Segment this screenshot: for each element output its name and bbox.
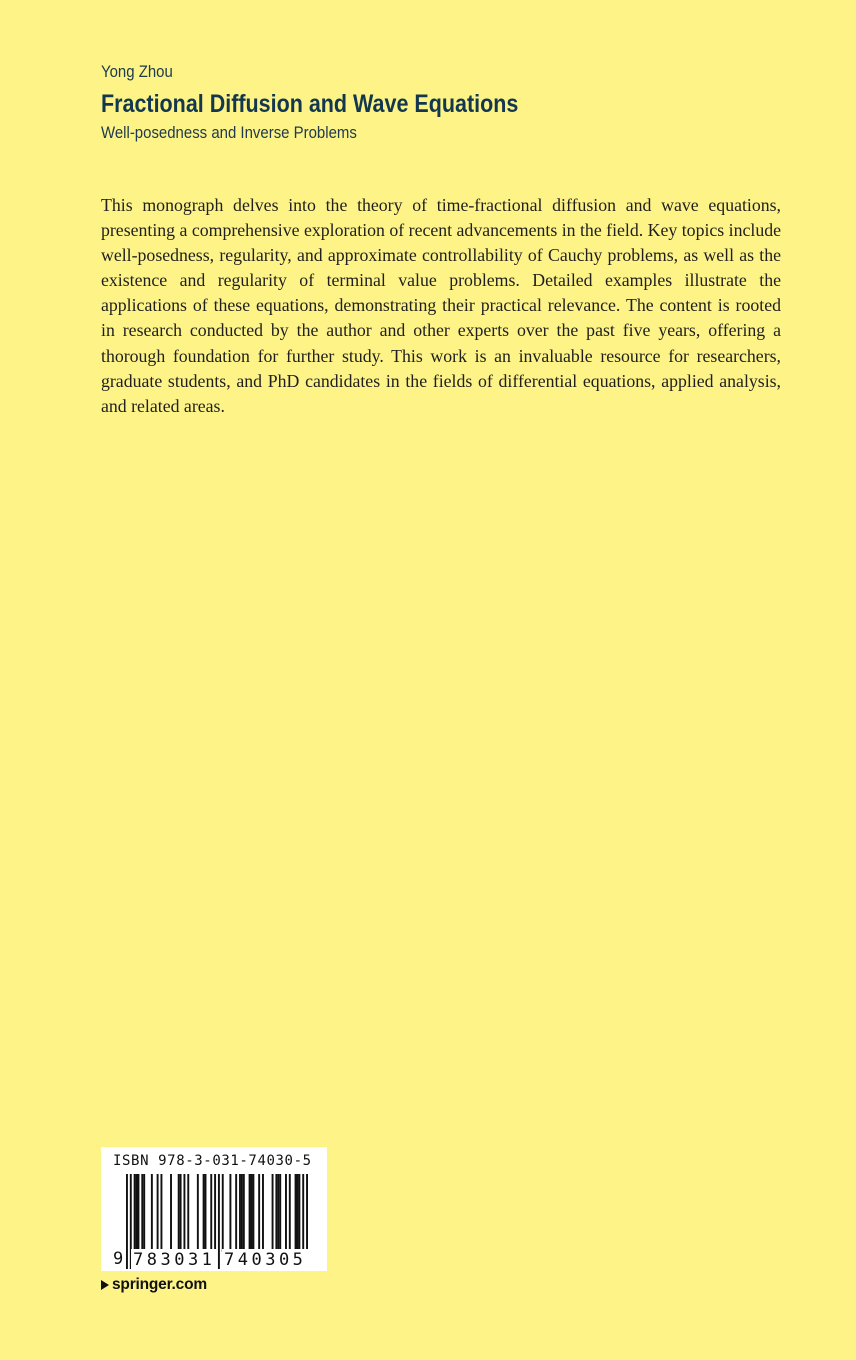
isbn-label: ISBN 978-3-031-74030-5 — [113, 1153, 312, 1169]
publisher-url[interactable]: springer.com — [112, 1276, 207, 1293]
barcode-bar — [275, 1174, 277, 1252]
barcode-bar — [277, 1174, 279, 1252]
triangle-right-icon — [101, 1280, 109, 1290]
barcode-bar — [272, 1174, 274, 1252]
barcode-bar — [297, 1174, 299, 1252]
book-title: Fractional Diffusion and Wave Equations — [101, 90, 519, 118]
barcode-bar — [187, 1174, 189, 1252]
isbn-barcode — [101, 1147, 327, 1271]
book-description: This monograph delves into the theory of time-fractional diffusion and wave equations, presenting a comprehensive exploration of recent advancements in the field. Key topics include well-posedness, regularity, and approximate controllability of Cauchy problems, as well as the existence and regularity of terminal value problems. Detailed examples illustrate the applications of these equations, demonstrating their practical relevance. The content is rooted in research conducted by the author and other experts over the past five years, offering a thorough foundation for further study. This work is an invaluable resource for researchers, graduate students, and PhD candidates in the fields of differential equations, applied analysis, and related areas. — [101, 195, 781, 416]
barcode-bar — [136, 1174, 138, 1252]
book-subtitle: Well-posedness and Inverse Problems — [101, 123, 357, 142]
barcode-bar — [243, 1174, 245, 1252]
barcode-bar — [141, 1174, 143, 1252]
barcode-bar — [137, 1174, 139, 1252]
barcode-bar — [251, 1174, 253, 1252]
barcode-bar — [229, 1174, 231, 1252]
barcode-bar — [143, 1174, 145, 1252]
barcode-bar — [241, 1174, 243, 1252]
barcode-bar — [252, 1174, 254, 1252]
barcode-bar — [170, 1174, 172, 1252]
barcode-bar — [180, 1174, 182, 1252]
barcode-bar — [295, 1174, 297, 1252]
ean-digits — [101, 1249, 327, 1271]
cover-header — [101, 60, 586, 145]
barcode-bar — [298, 1174, 300, 1252]
barcode-bar — [279, 1174, 281, 1252]
barcode-bar — [203, 1174, 205, 1252]
barcode-bar — [222, 1174, 224, 1252]
barcode-bar — [160, 1174, 162, 1252]
barcode-bar — [258, 1174, 260, 1252]
barcode-bar — [285, 1174, 287, 1252]
barcode-bar — [151, 1174, 153, 1252]
barcode-bar — [183, 1174, 185, 1252]
barcode-bar — [157, 1174, 159, 1252]
ean-left-digits: 783031 — [133, 1250, 216, 1270]
publisher-link[interactable] — [101, 1276, 207, 1294]
barcode-bar — [134, 1174, 136, 1252]
barcode-bar — [262, 1174, 264, 1252]
barcode-bar — [289, 1174, 291, 1252]
barcode-bar — [239, 1174, 241, 1252]
barcode-bar — [197, 1174, 199, 1252]
ean-first-digit: 9 — [113, 1249, 124, 1269]
barcode-bar — [205, 1174, 207, 1252]
author-name: Yong Zhou — [101, 62, 173, 81]
barcode-bar — [178, 1174, 180, 1252]
barcode-bar — [249, 1174, 251, 1252]
barcode-bar — [235, 1174, 237, 1252]
barcode-bar — [210, 1174, 212, 1252]
ean-right-digits: 740305 — [224, 1250, 307, 1270]
